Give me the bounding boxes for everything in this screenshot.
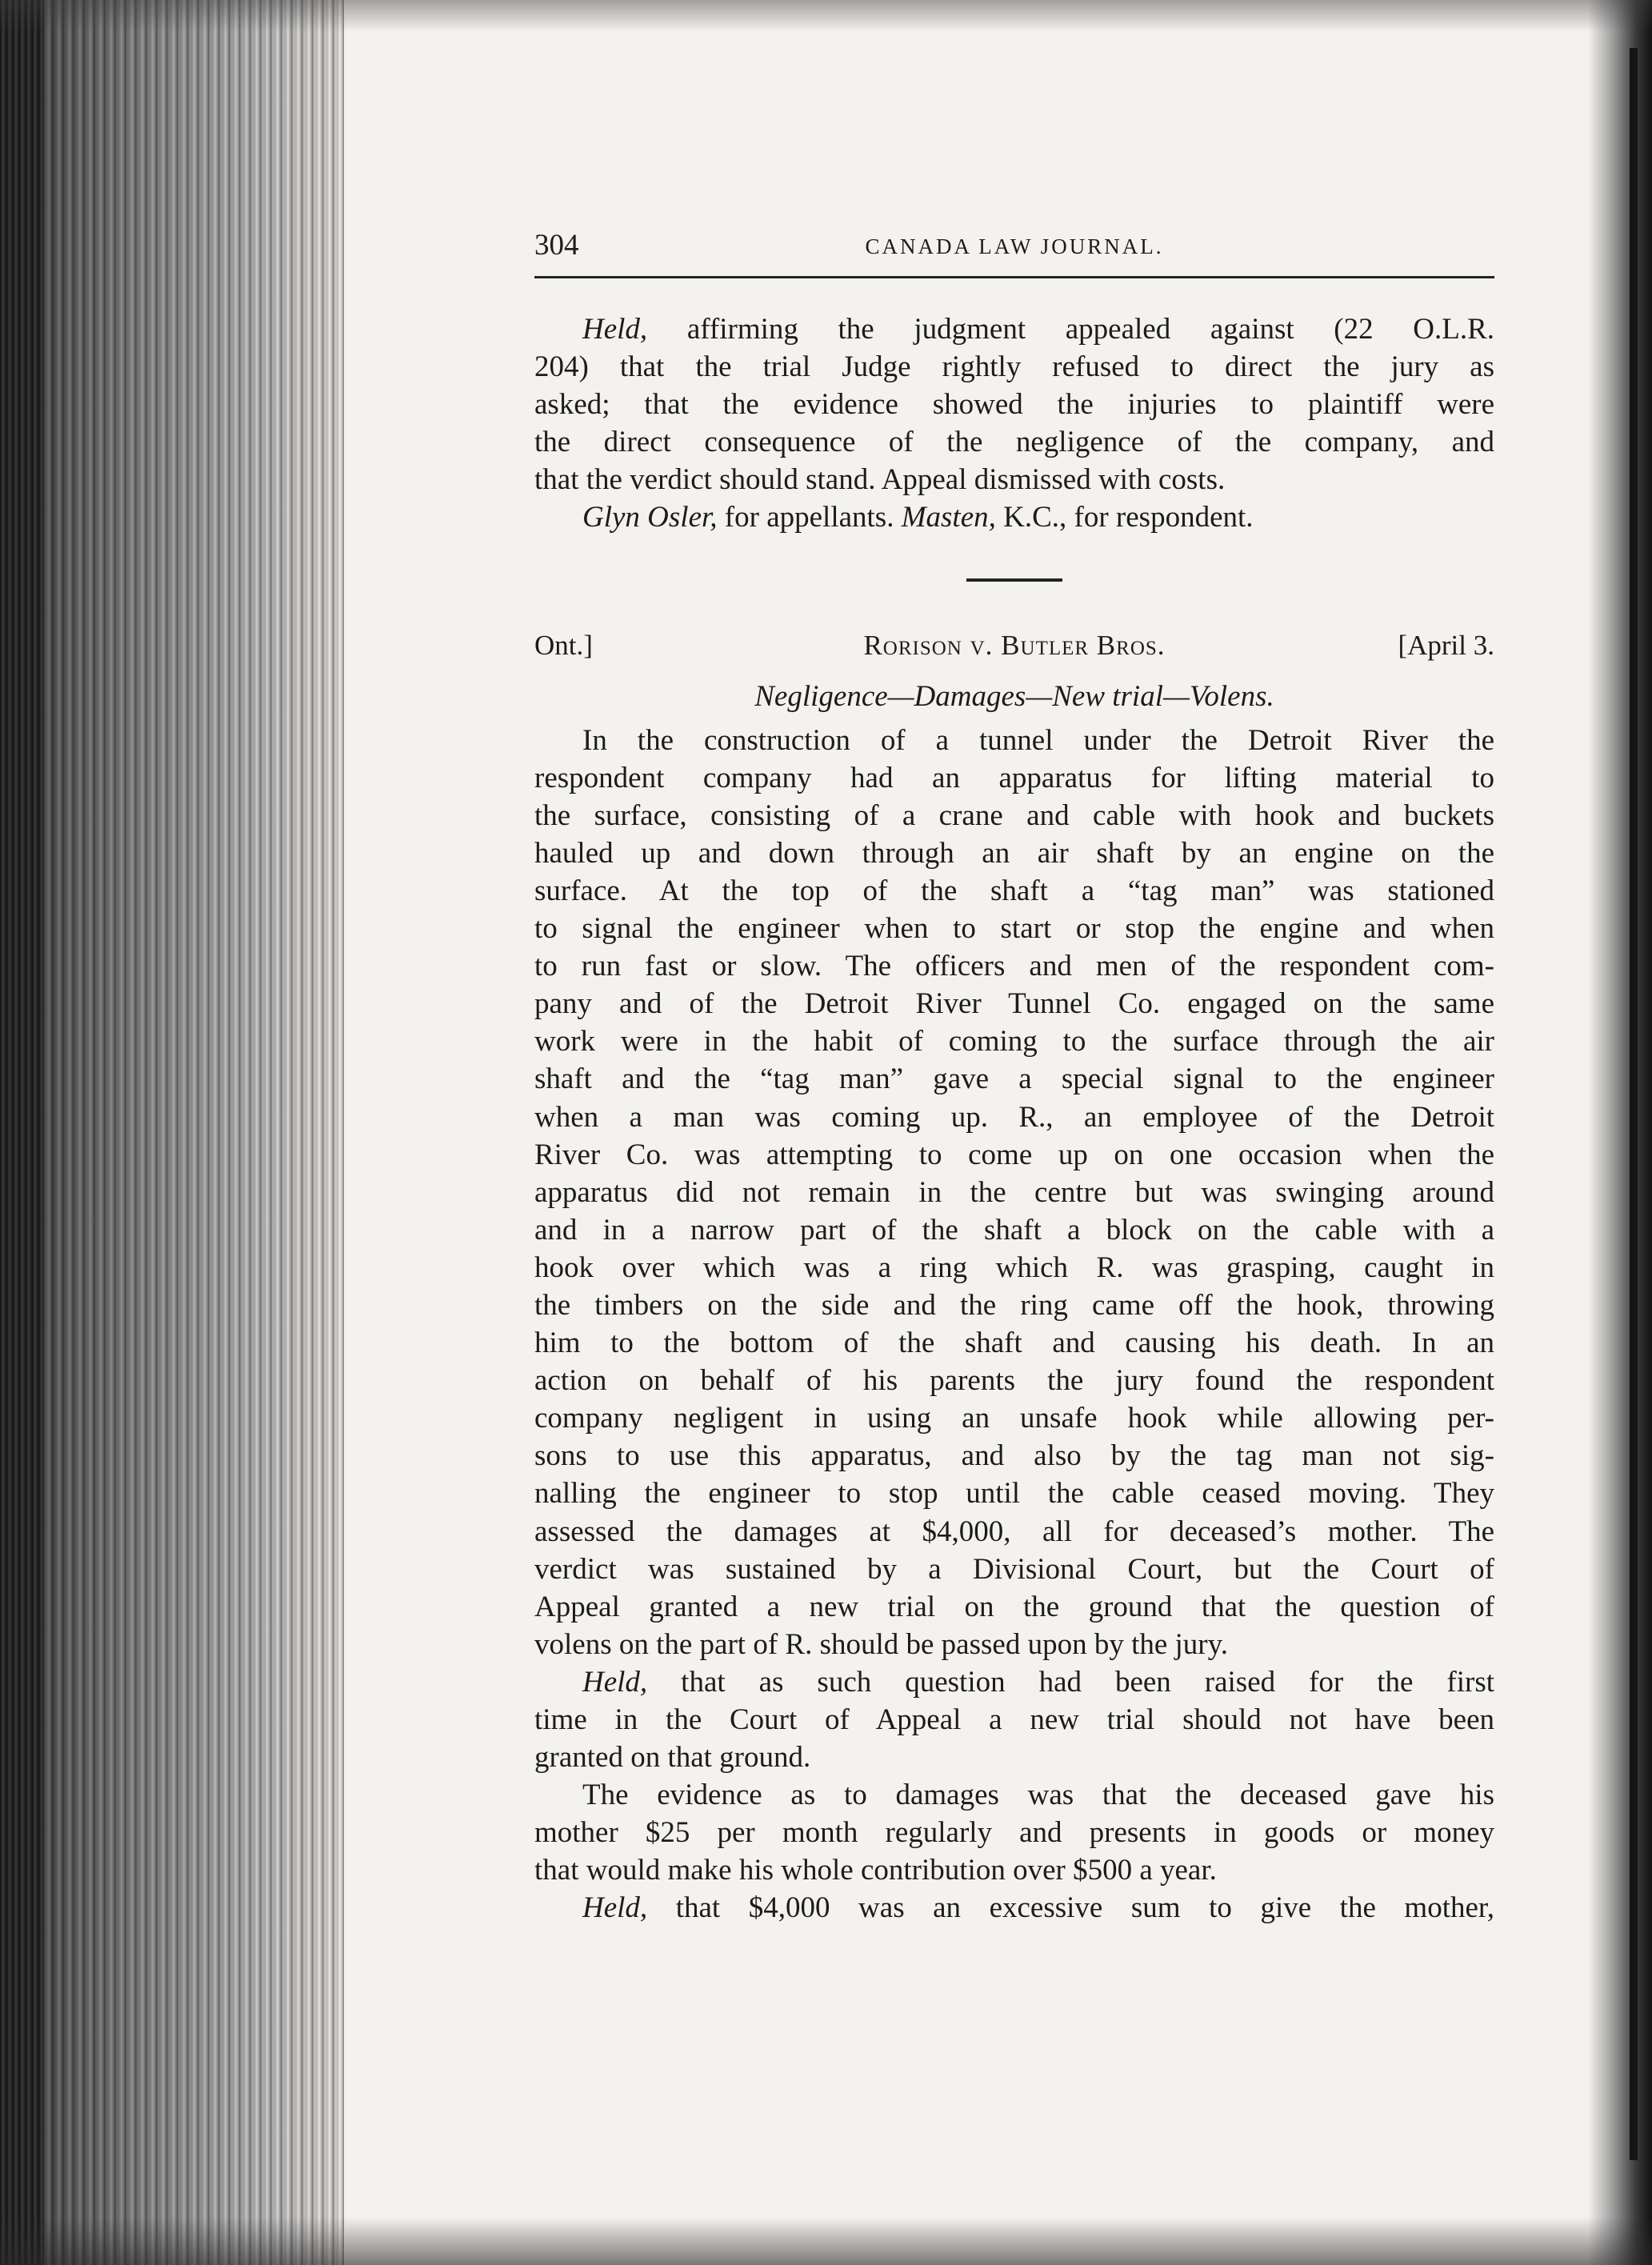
case-held-new-trial <box>534 1663 1494 1776</box>
text-line: pany and of the Detroit River Tunnel Co. engaged on the same <box>534 987 1494 1021</box>
text-line: action on behalf of his parents the jury found the respondent <box>534 1364 1494 1398</box>
text-line: the timbers on the side and the ring came off the hook, throwing <box>534 1288 1494 1322</box>
text-line: the direct consequence of the negligence of the company, and <box>534 426 1494 459</box>
page-number: 304 <box>534 229 579 262</box>
header-rule <box>534 276 1494 278</box>
held-label: Held, <box>582 1665 648 1699</box>
text-line: Held, affirming the judgment appealed against (22 O.L.R. <box>582 313 1494 346</box>
catchwords: Negligence—Damages—New trial—Volens. <box>754 679 1274 713</box>
scan-shadow-left <box>0 0 344 2265</box>
text-line: that would make his whole contribution over $500 a year. <box>534 1854 1217 1887</box>
scan-shadow-bottom <box>0 2217 1652 2265</box>
journal-title: CANADA LAW JOURNAL. <box>865 234 1164 258</box>
scan-edge-left <box>0 0 44 2265</box>
text-line: The evidence as to damages was that the deceased gave his <box>582 1779 1494 1812</box>
text-line: 204) that the trial Judge rightly refused to direct the jury as <box>534 350 1494 384</box>
text-line: hook over which was a ring which R. was grasping, caught in <box>534 1251 1494 1284</box>
held-label: Held, <box>582 313 648 346</box>
text-line: mother $25 per month regularly and presents in goods or money <box>534 1816 1494 1850</box>
scan-edge-right <box>1630 48 1638 2160</box>
case-date: [April 3. <box>1398 629 1494 661</box>
text-line: company negligent in using an unsafe hook while allowing per- <box>534 1402 1494 1435</box>
text-line: to signal the engineer when to start or stop the engine and when <box>534 912 1494 946</box>
text-line: respondent company had an apparatus for lifting material to <box>534 761 1494 794</box>
text-line: the surface, consisting of a crane and cable with hook and buckets <box>534 798 1494 832</box>
section-divider <box>966 578 1062 582</box>
text-line: to run fast or slow. The officers and men of the respondent com- <box>534 950 1494 983</box>
counsel-appellant-name: Glyn Osler, <box>582 501 718 534</box>
counsel-line: Glyn Osler, for appellants. Masten, K.C., for respondent. <box>582 501 1254 534</box>
text-line: sons to use this apparatus, and also by the tag man not sig- <box>534 1439 1494 1473</box>
text-line: time in the Court of Appeal a new trial should not have been <box>534 1703 1494 1736</box>
case-name: Rorison v. Butler Bros. <box>863 629 1166 661</box>
text-line: when a man was coming up. R., an employee of the Detroit <box>534 1100 1494 1134</box>
counsel-respondent-name: Masten, <box>901 501 996 534</box>
text-line: In the construction of a tunnel under the Detroit River the <box>582 723 1494 757</box>
text-line: River Co. was attempting to come up on one occasion when the <box>534 1138 1494 1171</box>
text-line: verdict was sustained by a Divisional Court, but the Court of <box>534 1552 1494 1586</box>
scan-shadow-right <box>1588 0 1652 2265</box>
text-line: Held, that $4,000 was an excessive sum to give the mother, <box>582 1891 1494 1925</box>
scan-shadow-top <box>0 0 1652 32</box>
text-line: Held, that as such question had been raised for the first <box>582 1665 1494 1699</box>
held-label: Held, <box>582 1891 648 1925</box>
text-line: hauled up and down through an air shaft by an engine on the <box>534 836 1494 870</box>
case-held-damages <box>534 1889 1494 1927</box>
case-heading <box>534 630 1494 670</box>
journal-page <box>534 228 1494 1927</box>
case-facts <box>534 722 1494 1663</box>
text-line: and in a narrow part of the shaft a block on the cable with a <box>534 1213 1494 1247</box>
text-line: nalling the engineer to stop until the cable ceased moving. They <box>534 1477 1494 1511</box>
case-court: Ont.] <box>534 629 593 661</box>
text-line: apparatus did not remain in the centre but was swinging around <box>534 1175 1494 1209</box>
text-line: granted on that ground. <box>534 1741 811 1775</box>
text-line: that the verdict should stand. Appeal dismissed with costs. <box>534 463 1226 497</box>
page-header <box>534 228 1494 276</box>
text-line: surface. At the top of the shaft a “tag man” was stationed <box>534 874 1494 907</box>
text-line: work were in the habit of coming to the surface through the air <box>534 1025 1494 1058</box>
text-line: asked; that the evidence showed the injuries to plaintiff were <box>534 388 1494 422</box>
text-line: Appeal granted a new trial on the ground that the question of <box>534 1590 1494 1623</box>
text-line: volens on the part of R. should be passed upon by the jury. <box>534 1627 1228 1661</box>
text-line: assessed the damages at $4,000, all for deceased’s mother. The <box>534 1515 1494 1548</box>
text-line: shaft and the “tag man” gave a special signal to the engineer <box>534 1062 1494 1096</box>
first-case-held <box>534 310 1494 537</box>
text-line: him to the bottom of the shaft and causing his death. In an <box>534 1327 1494 1360</box>
case-evidence <box>534 1776 1494 1889</box>
